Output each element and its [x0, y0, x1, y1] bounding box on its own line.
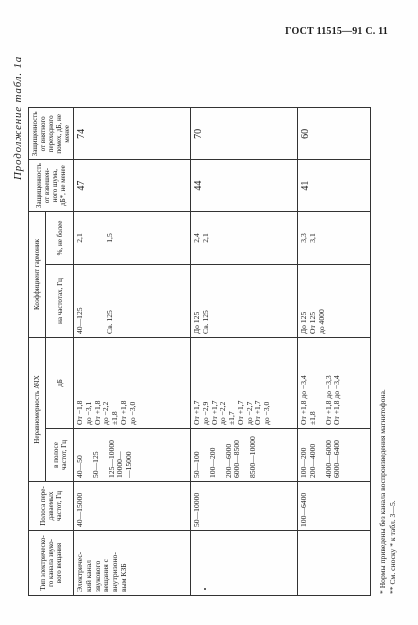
- table-row: [74, 108, 191, 596]
- cell-freq-band-line: 40—50: [75, 455, 85, 478]
- table-body: [74, 108, 371, 596]
- cell-freq-band-line: 125—10000: [106, 440, 116, 478]
- cell-harm-pct: [74, 212, 191, 265]
- cell-crosstalk: 70: [191, 108, 298, 160]
- cell-crosstalk: 60: [298, 108, 371, 160]
- norms-table: [28, 107, 371, 596]
- header-freq-band: в полосе частот, Гц: [46, 429, 74, 482]
- header-harm-pct: %, не более: [46, 212, 74, 265]
- header-db: дБ: [46, 338, 74, 429]
- cell-freq-band-line: 6000—6400: [332, 440, 342, 478]
- cell-freq-band-line: 50—100: [192, 451, 202, 478]
- cell-db-line: От +1,7: [253, 400, 263, 425]
- cell-freq-band-line: 4000—6000: [323, 440, 333, 478]
- cell-db-line: ±1,8: [110, 411, 120, 425]
- cell-harm-freq: [298, 265, 371, 338]
- cell-weighted-noise: 41: [298, 160, 371, 212]
- header-harmonics-group: Коэффициент гармоник: [29, 212, 46, 338]
- table-row: [191, 108, 298, 596]
- rotated-page: [10, 20, 410, 600]
- cell-db-line: От −1,8: [75, 400, 85, 425]
- cell-harm-freq-line: [92, 268, 99, 334]
- cell-harm-freq-line: 40—125: [75, 307, 85, 334]
- cell-harm-freq-line: До 125: [192, 311, 202, 334]
- cell-channel-type-line: вым КЗБ: [118, 563, 128, 592]
- cell-harm-pct: [191, 212, 298, 265]
- cell-freq-band-line: 100—200: [299, 447, 309, 478]
- cell-weighted-noise: 47: [74, 160, 191, 212]
- cell-harm-pct: [298, 212, 371, 265]
- cell-db-line: От +1,8 до −3,4: [299, 375, 309, 425]
- header-achh-group: Неравномерность АЧХ: [29, 338, 46, 482]
- cell-harm-pct-line: 2,1: [200, 233, 210, 243]
- footnotes: [378, 389, 399, 594]
- cell-db-line: до −2,2: [218, 401, 228, 425]
- header-crosstalk: Защищенность от внятного переходного помех, дБ, не менее: [29, 108, 74, 160]
- cell-db: [191, 338, 298, 429]
- header-band: Полоса пере-даваемых частот, Гц: [29, 482, 74, 531]
- cell-weighted-noise: 44: [191, 160, 298, 212]
- cell-harm-freq-line: Св. 125: [200, 310, 210, 334]
- cell-channel-type: [74, 531, 191, 596]
- footnote-1: * Нормы приведены без канала воспроизведения магнитофона.: [378, 389, 387, 594]
- cell-channel-type-line: кий канал: [83, 560, 93, 592]
- cell-channel-type-line: Электричес-: [75, 551, 85, 592]
- cell-channel-type: [298, 531, 371, 596]
- cell-freq-band-line: 200—6000: [223, 443, 233, 478]
- cell-db-line: От +1,7: [209, 400, 219, 425]
- cell-crosstalk: 74: [74, 108, 191, 160]
- cell-db-line: От +1,8: [118, 400, 128, 425]
- table-row: [298, 108, 371, 596]
- cell-channel-type: [191, 531, 298, 596]
- cell-harm-freq-line: От 125: [307, 311, 317, 334]
- cell-freq-band-line: 200—4000: [307, 443, 317, 478]
- cell-harm-pct-line: 2,4: [192, 233, 202, 243]
- header-harm-freq: на частотах, Гц: [46, 265, 74, 338]
- cell-freq-band-line: —15000: [124, 451, 134, 478]
- cell-freq-band-line: 10000—: [115, 451, 125, 478]
- cell-db-line: до −2,7: [244, 401, 254, 425]
- cell-channel-type-line: звукового: [92, 560, 102, 592]
- header-channel-type: Тип электрическо-го канала звуко-вого вещания: [29, 531, 74, 596]
- cell-harm-freq: [191, 265, 298, 338]
- table-continuation-title: Продолжение табл. 1а: [12, 55, 24, 180]
- cell-freq-band: [74, 429, 191, 482]
- cell-harm-freq-line: [85, 268, 92, 334]
- cell-harm-freq-line: до 4000: [316, 309, 326, 334]
- header-weighted-noise: Защищенность от взвешен-ного шума, дБ*, не менее: [29, 160, 74, 212]
- cell-db: [74, 338, 191, 429]
- cell-harm-pct-line: [85, 215, 92, 261]
- cell-channel-type-line: внутризоно-: [110, 552, 120, 592]
- cell-db-line: ±1,8: [307, 411, 317, 425]
- cell-harm-pct-line: 1,5: [104, 233, 114, 243]
- cell-db: [298, 338, 371, 429]
- page-header: ГОСТ 11515—91 С. 11: [285, 26, 388, 37]
- cell-freq-band: [191, 429, 298, 482]
- cell-band: 100—6400: [298, 482, 371, 531]
- cell-db-line: до −2,2: [101, 401, 111, 425]
- cell-harm-pct-line: 3,3: [299, 233, 309, 243]
- cell-harm-pct-line: 3,1: [307, 233, 317, 243]
- cell-freq-band-line: 8500—10000: [248, 436, 258, 478]
- cell-band: 50—10000: [191, 482, 298, 531]
- footnote-2: ** См. сноску * к табл. 3—5.: [388, 500, 398, 594]
- cell-freq-band-line: 6000—8500: [232, 440, 242, 478]
- cell-db-line: ±1,7: [227, 411, 237, 425]
- cell-harm-pct-line: 2,1: [75, 233, 85, 243]
- cell-db-line: до −2,9: [200, 401, 210, 425]
- cell-harm-pct-line: [92, 215, 99, 261]
- cell-channel-type-line: вещания с: [101, 558, 111, 592]
- cell-harm-freq-line: До 125: [299, 311, 309, 334]
- cell-db-line: От +1,8 до −3,4: [332, 375, 342, 425]
- cell-freq-band-line: 50—125: [90, 451, 100, 478]
- cell-harm-freq-line: Св. 125: [104, 310, 114, 334]
- cell-harm-freq: [74, 265, 191, 338]
- cell-freq-band-line: 100—200: [207, 447, 217, 478]
- cell-db-line: От +1,8 до −3,3: [323, 375, 333, 425]
- cell-db-line: до −3,0: [127, 401, 137, 425]
- cell-db-line: От +1,8: [92, 400, 102, 425]
- cell-db-line: до −3,1: [83, 401, 93, 425]
- cell-freq-band: [298, 429, 371, 482]
- cell-db-line: От +1,7: [192, 400, 202, 425]
- cell-band: 40—15000: [74, 482, 191, 531]
- cell-db-line: до −3,0: [261, 401, 271, 425]
- cell-db-line: От +1,7: [235, 400, 245, 425]
- page-mark: [204, 588, 206, 590]
